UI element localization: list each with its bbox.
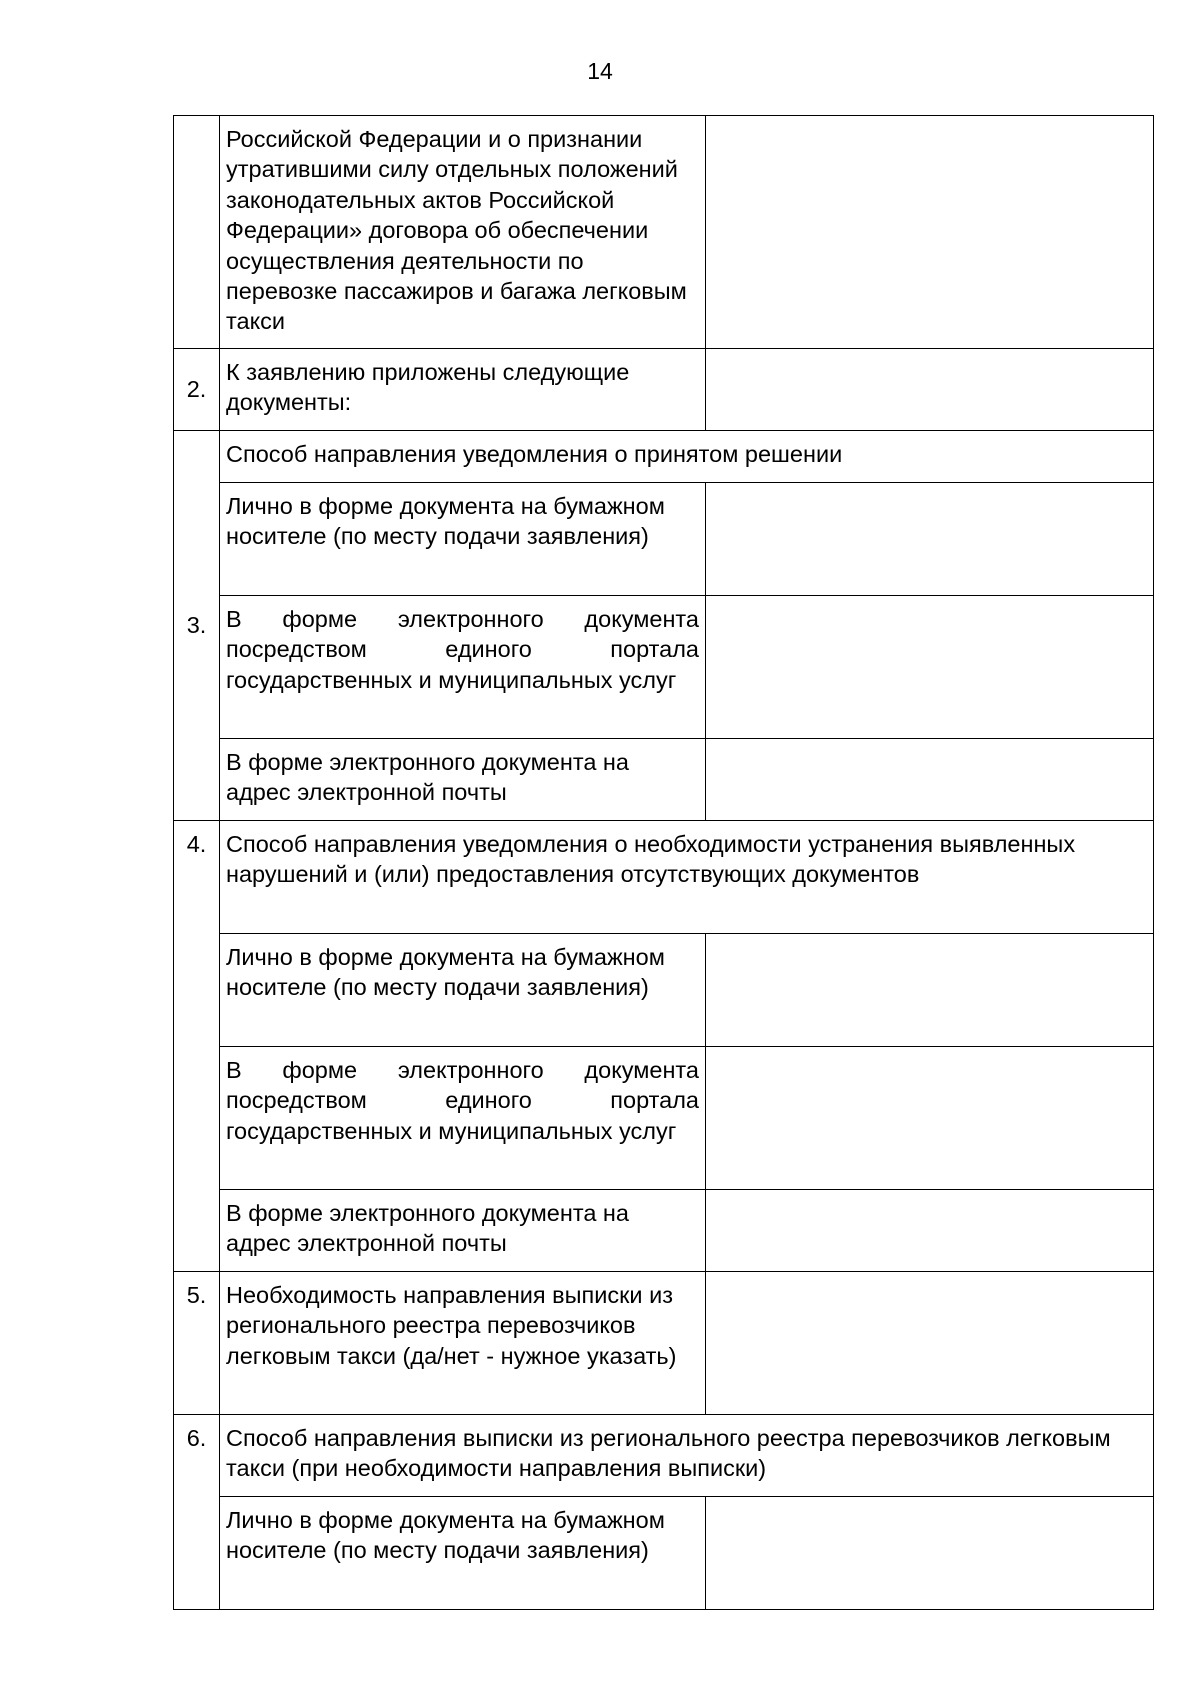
row-value-cell[interactable] (706, 349, 1154, 431)
row-number-cell: 4. (174, 821, 220, 1272)
page-number: 14 (587, 58, 613, 84)
application-form-table (173, 115, 1154, 1610)
option-text-cell: Лично в форме документа на бумажном носителе (по месту подачи заявления) (220, 934, 706, 1047)
table-row (174, 1047, 1154, 1190)
option-value-cell[interactable] (706, 1190, 1154, 1272)
table-row (174, 116, 1154, 349)
table-row (174, 483, 1154, 596)
option-text-cell: В форме электронного документа на адрес электронной почты (220, 739, 706, 821)
option-value-cell[interactable] (706, 596, 1154, 739)
row-value-cell[interactable] (706, 1272, 1154, 1415)
row-number-cell: 3. (174, 431, 220, 821)
option-value-cell[interactable] (706, 739, 1154, 821)
option-value-cell[interactable] (706, 1047, 1154, 1190)
option-value-cell[interactable] (706, 1497, 1154, 1610)
table-row (174, 1272, 1154, 1415)
row-number-cell: 6. (174, 1415, 220, 1610)
option-text-cell: Лично в форме документа на бумажном носителе (по месту подачи заявления) (220, 483, 706, 596)
section-heading-cell: Способ направления уведомления о необходимости устранения выявленных нарушений и (или) предоставления отсутствующих документов (220, 821, 1154, 934)
row-text-cell: Необходимость направления выписки из регионального реестра перевозчиков легковым такси (да/нет - нужное указать) (220, 1272, 706, 1415)
table-row (174, 349, 1154, 431)
table-row (174, 1190, 1154, 1272)
table-row (174, 739, 1154, 821)
table-row (174, 1497, 1154, 1610)
table-row (174, 431, 1154, 483)
section-heading-cell: Способ направления уведомления о принятом решении (220, 431, 1154, 483)
row-number-cell: 2. (174, 349, 220, 431)
option-value-cell[interactable] (706, 483, 1154, 596)
row-value-cell[interactable] (706, 116, 1154, 349)
table-row (174, 596, 1154, 739)
option-text-cell: В форме электронного документа посредством единого портала государственных и муниципальных услуг (220, 596, 706, 739)
row-text-cell: К заявлению приложены следующие документы: (220, 349, 706, 431)
option-value-cell[interactable] (706, 934, 1154, 1047)
row-number-cell: 5. (174, 1272, 220, 1415)
row-number-cell (174, 116, 220, 349)
option-text-cell: Лично в форме документа на бумажном носителе (по месту подачи заявления) (220, 1497, 706, 1610)
option-text-cell: В форме электронного документа посредством единого портала государственных и муниципальных услуг (220, 1047, 706, 1190)
row-text-cell: Российской Федерации и о признании утратившими силу отдельных положений законодательных актов Российской Федерации» договора об обеспечении осуществления деятельности по перевозке пассажиров и багажа легковым такси (220, 116, 706, 349)
option-text-cell: В форме электронного документа на адрес электронной почты (220, 1190, 706, 1272)
table-row (174, 934, 1154, 1047)
table-row (174, 821, 1154, 934)
section-heading-cell: Способ направления выписки из регионального реестра перевозчиков легковым такси (при необходимости направления выписки) (220, 1415, 1154, 1497)
table-row (174, 1415, 1154, 1497)
